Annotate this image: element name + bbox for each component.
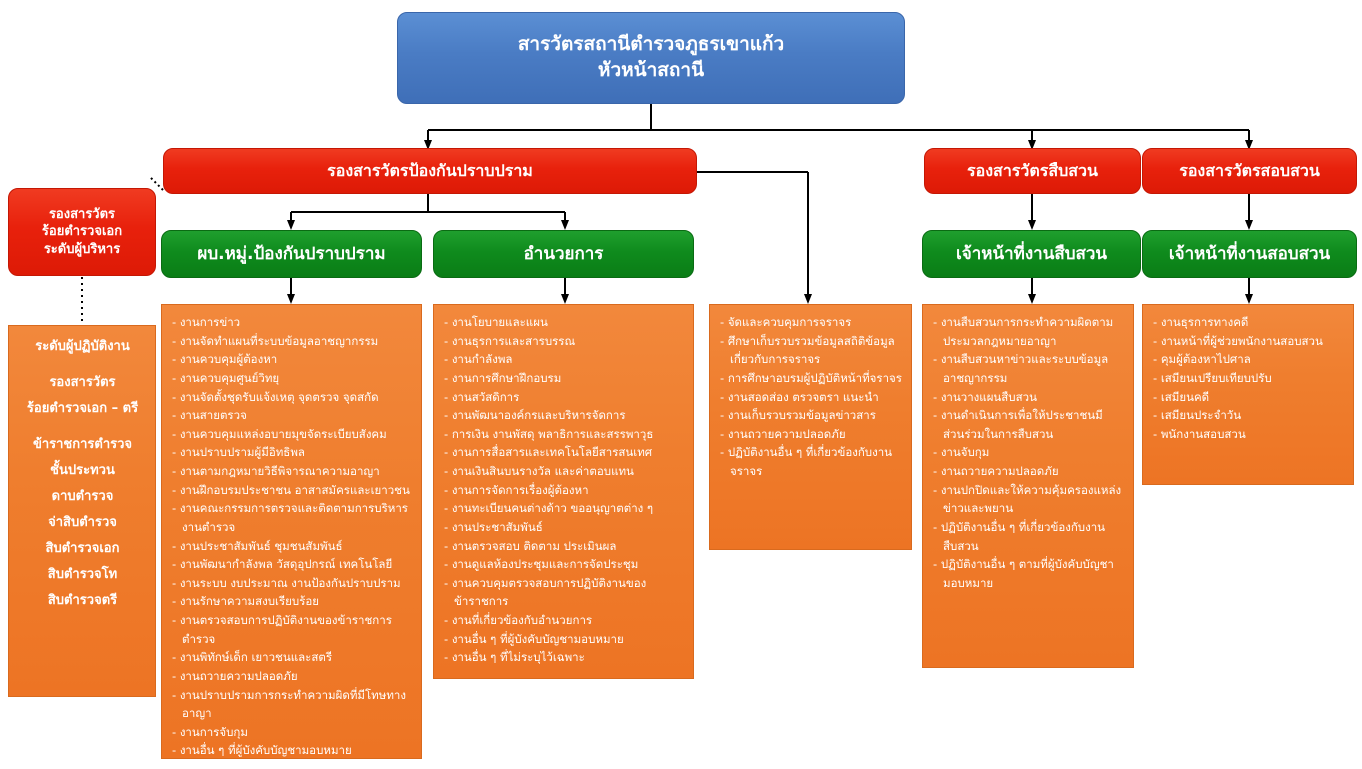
operational-line-4: ดาบตำรวจ bbox=[51, 489, 114, 504]
node-root-line1: สารวัตรสถานีตำรวจภูธรเขาแก้ว bbox=[517, 33, 785, 56]
list-item: - งานสอดส่อง ตรวจตรา แนะนำ bbox=[720, 388, 902, 407]
list-item: - ปฏิบัติงานอื่น ๆ ตามที่ผู้บังคับบัญชามอบหมาย bbox=[933, 555, 1124, 592]
panel-investigation-tasks bbox=[922, 304, 1134, 668]
list-item: - งานตามกฎหมายวิธีพิจารณาความอาญา bbox=[172, 462, 412, 481]
panel-admin-tasks bbox=[433, 304, 694, 679]
node-executive-line1: รองสารวัตร bbox=[48, 206, 116, 222]
node-deputy-inquiry[interactable] bbox=[1142, 148, 1357, 194]
list-item: - การเงิน งานพัสดุ พลาธิการและสรรพาวุธ bbox=[444, 425, 684, 444]
node-unit-admin-label: อำนวยการ bbox=[523, 243, 604, 264]
list-item: - เสมียนคดี bbox=[1153, 388, 1344, 407]
list-item: - งานการข่าว bbox=[172, 313, 412, 332]
list-item: - งานสายตรวจ bbox=[172, 406, 412, 425]
list-item: - งานควบคุมแหล่งอบายมุขจัดระเบียบสังคม bbox=[172, 425, 412, 444]
list-item: - งานอื่น ๆ ที่ไม่ระบุไว้เฉพาะ bbox=[444, 648, 684, 667]
list-item: - ปฏิบัติงานอื่น ๆ ที่เกี่ยวข้องกับงานจราจร bbox=[720, 443, 902, 480]
list-item: - งานรักษาความสงบเรียบร้อย bbox=[172, 592, 412, 611]
node-executive-line2: ร้อยตำรวจเอก bbox=[41, 224, 123, 240]
node-deputy-inquiry-label: รองสารวัตรสอบสวน bbox=[1179, 161, 1320, 181]
list-item: - งานสืบสวนการกระทำความผิดตามประมวลกฎหมายอาญา bbox=[933, 313, 1124, 350]
list-item: - งานธุรการทางคดี bbox=[1153, 313, 1344, 332]
list-item: - คุมผู้ต้องหาไปศาล bbox=[1153, 350, 1344, 369]
node-unit-prevention-label: ผบ.หมู่.ป้องกันปราบปราม bbox=[197, 243, 386, 264]
operational-line-0: รองสารวัตร bbox=[49, 375, 116, 390]
list-item: - งานเงินสินบนรางวัล และค่าตอบแทน bbox=[444, 462, 684, 481]
operational-line-2: ข้าราชการตำรวจ bbox=[32, 437, 133, 452]
list-item: - งานที่เกี่ยวข้องกับอำนวยการ bbox=[444, 611, 684, 630]
list-item: - งานวางแผนสืบสวน bbox=[933, 388, 1124, 407]
panel-traffic-tasks bbox=[709, 304, 912, 550]
node-unit-inquiry[interactable] bbox=[1142, 230, 1357, 278]
list-item: - งานดำเนินการเพื่อให้ประชาชนมีส่วนร่วมในการสืบสวน bbox=[933, 406, 1124, 443]
list-item: - งานพัฒนากำลังพล วัสดุอุปกรณ์ เทคโนโลยี bbox=[172, 555, 412, 574]
list-item: - งานฝึกอบรมประชาชน อาสาสมัครและเยาวชน bbox=[172, 481, 412, 500]
operational-line-3: ชั้นประทวน bbox=[50, 463, 115, 478]
node-unit-admin[interactable] bbox=[433, 230, 694, 278]
list-item: - จัดและควบคุมการจราจร bbox=[720, 313, 902, 332]
list-item: - งานทะเบียนคนต่างด้าว ขออนุญาตต่าง ๆ bbox=[444, 499, 684, 518]
list-item: - งานจัดตั้งชุดรับแจ้งเหตุ จุดตรวจ จุดสกัด bbox=[172, 388, 412, 407]
list-item: - งานหน้าที่ผู้ช่วยพนักงานสอบสวน bbox=[1153, 332, 1344, 351]
node-unit-investigation-label: เจ้าหน้าที่งานสืบสวน bbox=[955, 243, 1108, 264]
list-item: - งานธุรการและสารบรรณ bbox=[444, 332, 684, 351]
list-item: - งานประชาสัมพันธ์ ชุมชนสัมพันธ์ bbox=[172, 537, 412, 556]
list-item: - งานถวายความปลอดภัย bbox=[172, 667, 412, 686]
node-executive-line3: ระดับผู้บริหาร bbox=[43, 241, 121, 257]
list-item: - งานการสื่อสารและเทคโนโลยีสารสนเทศ bbox=[444, 443, 684, 462]
panel-prevention-tasks bbox=[161, 304, 422, 759]
operational-line-5: จ่าสิบตำรวจ bbox=[48, 515, 117, 530]
list-item: - งานถวายความปลอดภัย bbox=[720, 425, 902, 444]
list-item: - งานพิทักษ์เด็ก เยาวชนและสตรี bbox=[172, 648, 412, 667]
node-deputy-prevention[interactable] bbox=[163, 148, 697, 194]
operational-line-6: สิบตำรวจเอก bbox=[45, 541, 120, 556]
panel-operational-level bbox=[8, 325, 156, 697]
node-root-line2: หัวหน้าสถานี bbox=[597, 59, 705, 81]
node-executive-level[interactable] bbox=[8, 188, 156, 276]
list-item: - งานถวายความปลอดภัย bbox=[933, 462, 1124, 481]
node-root[interactable] bbox=[397, 12, 905, 104]
node-unit-investigation[interactable] bbox=[922, 230, 1141, 278]
list-item: - งานปกปิดและให้ความคุ้มครองแหล่งข่าวและพยาน bbox=[933, 481, 1124, 518]
list-item: - งานคณะกรรมการตรวจและติดตามการบริหารงานตำรวจ bbox=[172, 499, 412, 536]
node-unit-inquiry-label: เจ้าหน้าที่งานสอบสวน bbox=[1168, 243, 1331, 264]
panel-inquiry-tasks bbox=[1142, 304, 1354, 485]
list-item: - งานอื่น ๆ ที่ผู้บังคับบัญชามอบหมาย bbox=[172, 741, 412, 760]
list-item: - งานการศึกษาฝึกอบรม bbox=[444, 369, 684, 388]
operational-line-7: สิบตำรวจโท bbox=[47, 567, 118, 582]
list-item: - งานปราบปรามผู้มีอิทธิพล bbox=[172, 443, 412, 462]
list-item: - งานควบคุมตรวจสอบการปฏิบัติงานของข้าราชการ bbox=[444, 574, 684, 611]
list-item: - งานปราบปรามการกระทำความผิดที่มีโทษทางอาญา bbox=[172, 686, 412, 723]
list-item: - งานสืบสวนหาข่าวและระบบข้อมูลอาชญากรรม bbox=[933, 350, 1124, 387]
node-deputy-investigation[interactable] bbox=[924, 148, 1141, 194]
list-item: - งานตรวจสอบการปฏิบัติงานของข้าราชการตำรวจ bbox=[172, 611, 412, 648]
operational-line-8: สิบตำรวจตรี bbox=[47, 593, 118, 608]
list-item: - งานควบคุมผู้ต้องหา bbox=[172, 350, 412, 369]
list-item: - เสมียนประจำวัน bbox=[1153, 406, 1344, 425]
operational-line-1: ร้อยตำรวจเอก – ตรี bbox=[26, 401, 139, 416]
node-deputy-prevention-label: รองสารวัตรป้องกันปราบปราม bbox=[327, 161, 533, 181]
list-item: - งานระบบ งบประมาณ งานป้องกันปราบปราม bbox=[172, 574, 412, 593]
list-item: - ปฏิบัติงานอื่น ๆ ที่เกี่ยวข้องกับงานสืบสวน bbox=[933, 518, 1124, 555]
node-unit-prevention[interactable] bbox=[161, 230, 422, 278]
list-item: - ศึกษาเก็บรวบรวมข้อมูลสถิติข้อมูลเกี่ยวกับการจราจร bbox=[720, 332, 902, 369]
list-item: - งานจับกุม bbox=[933, 443, 1124, 462]
list-item: - งานสวัสดิการ bbox=[444, 388, 684, 407]
list-item: - งานอื่น ๆ ที่ผู้บังคับบัญชามอบหมาย bbox=[444, 630, 684, 649]
list-item: - งานการจับกุม bbox=[172, 723, 412, 742]
list-item: - งานเก็บรวบรวมข้อมูลข่าวสาร bbox=[720, 406, 902, 425]
list-item: - งานการจัดการเรื่องผู้ต้องหา bbox=[444, 481, 684, 500]
list-item: - งานควบคุมศูนย์วิทยุ bbox=[172, 369, 412, 388]
list-item: - งานประชาสัมพันธ์ bbox=[444, 518, 684, 537]
list-item: - เสมียนเปรียบเทียบปรับ bbox=[1153, 369, 1344, 388]
node-deputy-investigation-label: รองสารวัตรสืบสวน bbox=[967, 161, 1098, 181]
list-item: - งานพัฒนาองค์กรและบริหารจัดการ bbox=[444, 406, 684, 425]
list-item: - งานจัดทำแผนที่ระบบข้อมูลอาชญากรรม bbox=[172, 332, 412, 351]
list-item: - งานกำลังพล bbox=[444, 350, 684, 369]
operational-title: ระดับผู้ปฏิบัติงาน bbox=[35, 339, 130, 354]
list-item: - งานดูแลห้องประชุมและการจัดประชุม bbox=[444, 555, 684, 574]
list-item: - งานโยบายและแผน bbox=[444, 313, 684, 332]
list-item: - พนักงานสอบสวน bbox=[1153, 425, 1344, 444]
list-item: - การศึกษาอบรมผู้ปฏิบัติหน้าที่จราจร bbox=[720, 369, 902, 388]
list-item: - งานตรวจสอบ ติดตาม ประเมินผล bbox=[444, 537, 684, 556]
